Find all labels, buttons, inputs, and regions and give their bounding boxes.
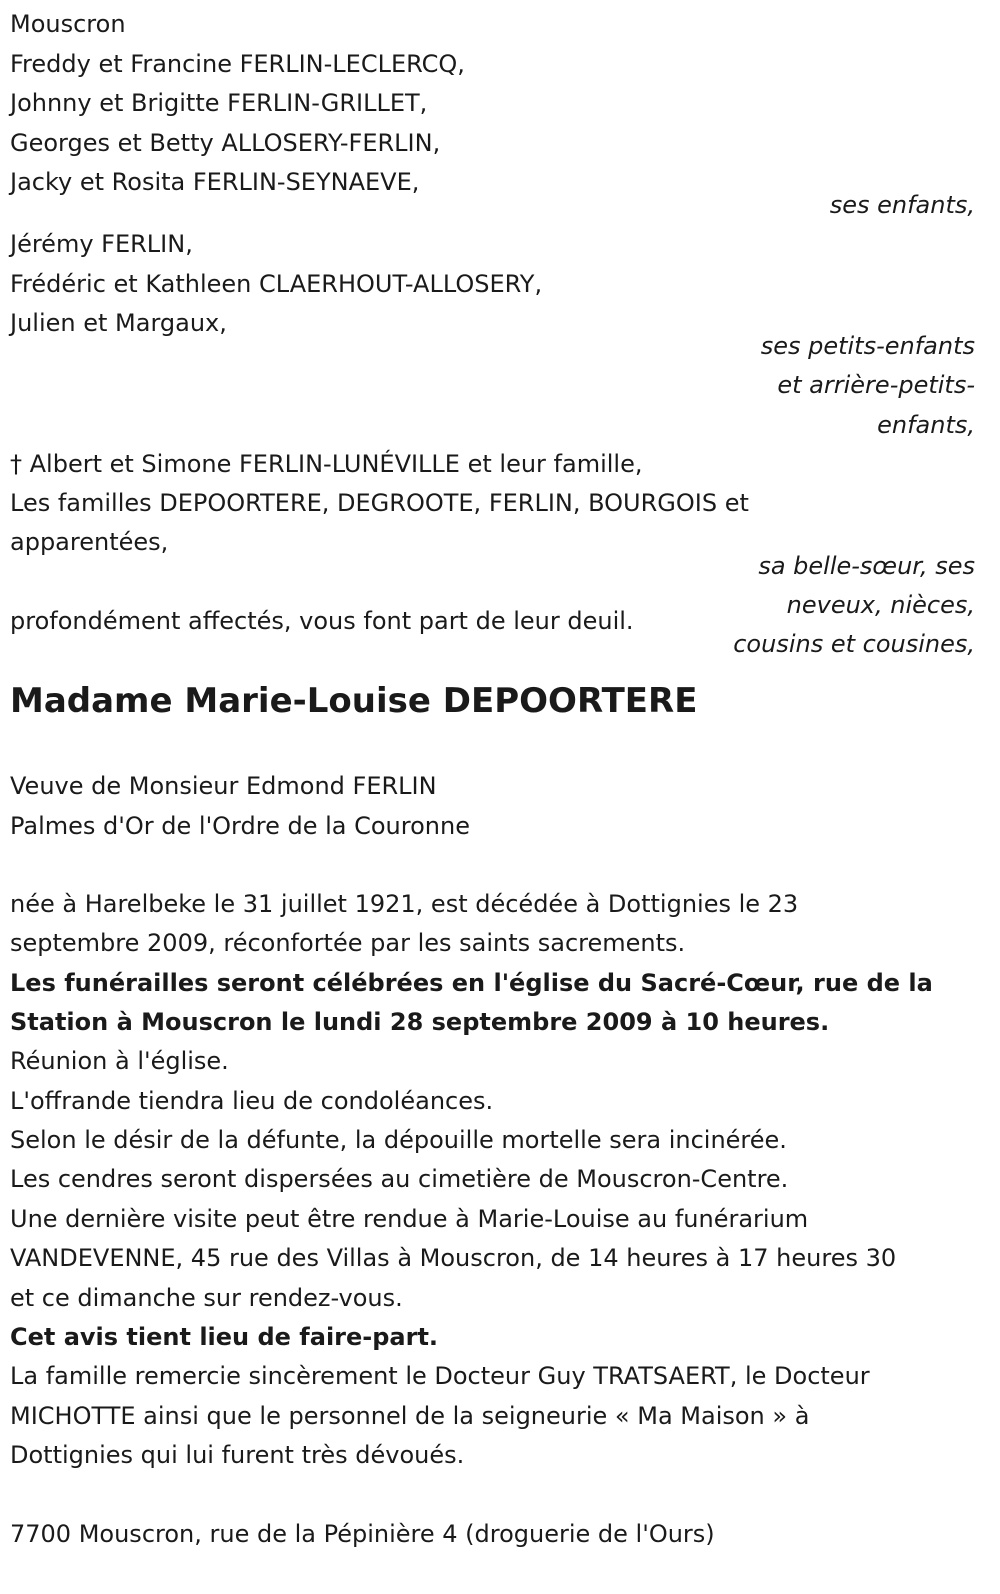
meeting-line: Réunion à l'église. <box>10 1047 229 1075</box>
relatives-role: neveux, nièces, <box>786 591 975 619</box>
child-line: Georges et Betty ALLOSERY-FERLIN, <box>10 129 441 157</box>
birth-death-line: septembre 2009, réconfortée par les saints sacrements. <box>10 929 686 957</box>
visit-line: VANDEVENNE, 45 rue des Villas à Mouscron, de 14 heures à 17 heures 30 <box>10 1244 897 1272</box>
detail-line: Veuve de Monsieur Edmond FERLIN <box>10 772 437 800</box>
child-line: Freddy et Francine FERLIN-LECLERCQ, <box>10 50 465 78</box>
grandchild-line: Frédéric et Kathleen CLAERHOUT-ALLOSERY, <box>10 270 543 298</box>
deceased-name: Madame Marie-Louise DEPOORTERE <box>10 681 698 721</box>
relatives-role: cousins et cousines, <box>733 630 975 658</box>
detail-line: Palmes d'Or de l'Ordre de la Couronne <box>10 812 470 840</box>
notice-line: Cet avis tient lieu de faire-part. <box>10 1323 439 1351</box>
address-line: 7700 Mouscron, rue de la Pépinière 4 (droguerie de l'Ours) <box>10 1520 715 1548</box>
thanks-line: Dottignies qui lui furent très dévoués. <box>10 1441 465 1469</box>
relatives-line: apparentées, <box>10 528 169 556</box>
grandchild-line: Julien et Margaux, <box>10 309 227 337</box>
funeral-line: Les funérailles seront célébrées en l'église du Sacré-Cœur, rue de la <box>10 969 933 997</box>
city-heading: Mouscron <box>10 10 126 38</box>
relatives-line: † Albert et Simone FERLIN-LUNÉVILLE et leur famille, <box>10 450 643 478</box>
funeral-line: Station à Mouscron le lundi 28 septembre 2009 à 10 heures. <box>10 1008 830 1036</box>
relatives-role: sa belle-sœur, ses <box>758 552 975 580</box>
children-role: ses enfants, <box>829 191 975 219</box>
grandchildren-role: enfants, <box>877 411 975 439</box>
cremation-line: Selon le désir de la défunte, la dépouille mortelle sera incinérée. <box>10 1126 787 1154</box>
thanks-line: MICHOTTE ainsi que le personnel de la seigneurie « Ma Maison » à <box>10 1402 810 1430</box>
offering-line: L'offrande tiendra lieu de condoléances. <box>10 1087 494 1115</box>
visit-line: Une dernière visite peut être rendue à Marie-Louise au funérarium <box>10 1205 809 1233</box>
ashes-line: Les cendres seront dispersées au cimetière de Mouscron-Centre. <box>10 1165 789 1193</box>
child-line: Johnny et Brigitte FERLIN-GRILLET, <box>10 89 428 117</box>
child-line: Jacky et Rosita FERLIN-SEYNAEVE, <box>10 168 420 196</box>
thanks-line: La famille remercie sincèrement le Docteur Guy TRATSAERT, le Docteur <box>10 1362 870 1390</box>
visit-line: et ce dimanche sur rendez-vous. <box>10 1284 403 1312</box>
grandchildren-role: ses petits-enfants <box>760 332 975 360</box>
birth-death-line: née à Harelbeke le 31 juillet 1921, est décédée à Dottignies le 23 <box>10 890 799 918</box>
relatives-line: Les familles DEPOORTERE, DEGROOTE, FERLIN, BOURGOIS et <box>10 489 749 517</box>
announcement: profondément affectés, vous font part de leur deuil. <box>10 607 634 635</box>
grandchild-line: Jérémy FERLIN, <box>10 230 193 258</box>
grandchildren-role: et arrière-petits- <box>777 371 975 399</box>
